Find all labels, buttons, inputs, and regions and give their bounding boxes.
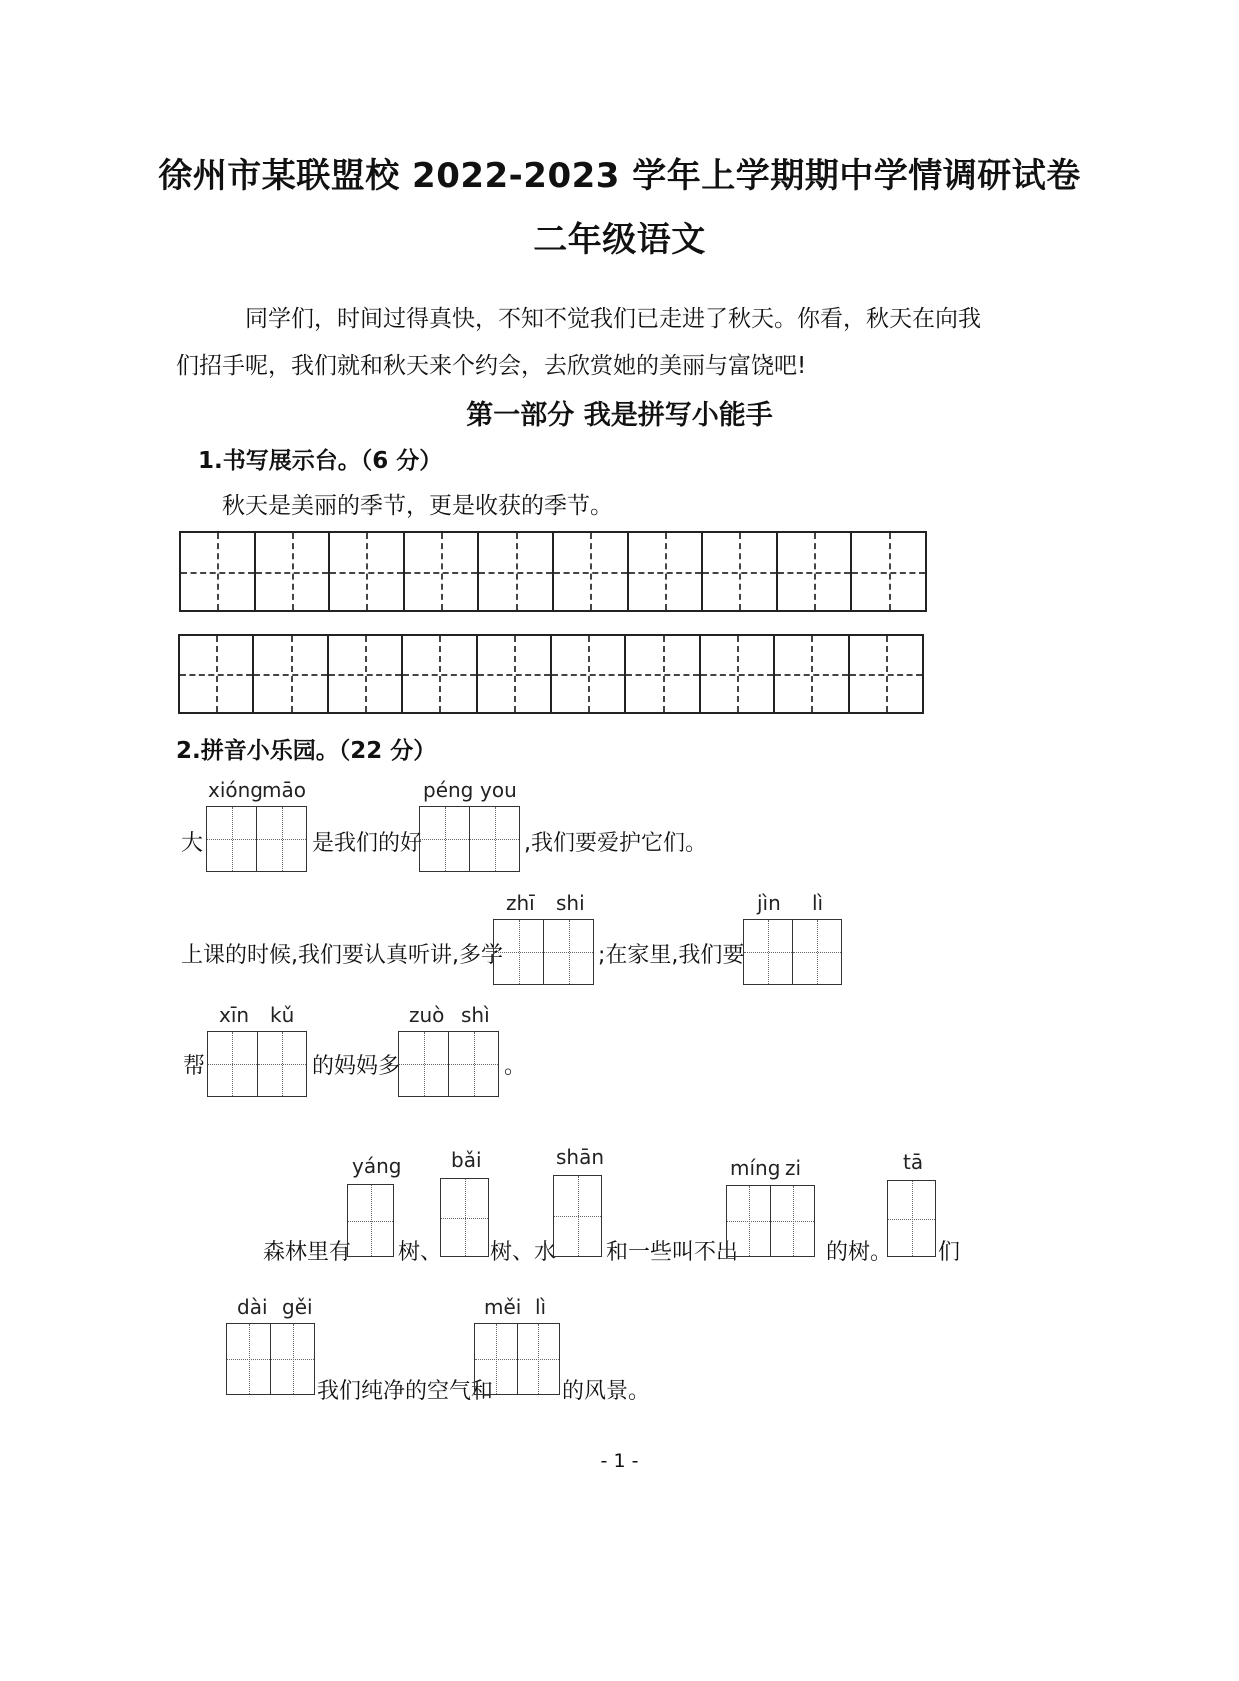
answer-box-xinku[interactable] <box>207 1031 307 1097</box>
q2-line2-text-1: 上课的时候,我们要认真听讲,多学 <box>181 943 503 968</box>
answer-box-jinli[interactable] <box>743 919 842 985</box>
answer-cell[interactable] <box>793 920 841 984</box>
writing-cell[interactable] <box>256 533 331 610</box>
q2-line3-pinyin-1b: kǔ <box>270 1003 295 1027</box>
answer-cell[interactable] <box>441 1179 488 1256</box>
answer-cell[interactable] <box>257 807 306 871</box>
q2-line2-pinyin-2a: jìn <box>757 891 781 915</box>
exam-title: 徐州市某联盟校 2022-2023 学年上学期期中学情调研试卷 <box>158 156 1081 196</box>
answer-cell[interactable] <box>727 1186 771 1256</box>
writing-cell[interactable] <box>554 533 629 610</box>
question-1-title: 1.书写展示台。（6 分） <box>198 448 443 474</box>
q2-line1-text-1: 大 <box>181 831 204 856</box>
writing-cell[interactable] <box>775 636 849 712</box>
q2-line4-pinyin-2: bǎi <box>451 1148 482 1172</box>
answer-box-yang[interactable] <box>347 1184 394 1257</box>
answer-box-ta[interactable] <box>887 1180 936 1257</box>
answer-cell[interactable] <box>449 1032 498 1096</box>
page-number: - 1 - <box>600 1450 639 1472</box>
q2-line2-pinyin-1a: zhī <box>506 891 535 915</box>
writing-cell[interactable] <box>405 533 480 610</box>
q2-line4-pinyin-4b: zi <box>785 1156 802 1180</box>
writing-cell[interactable] <box>403 636 477 712</box>
answer-cell[interactable] <box>494 920 544 984</box>
answer-box-shan[interactable] <box>553 1175 602 1257</box>
intro-line-1: 同学们，时间过得真快，不知不觉我们已走进了秋天。你看，秋天在向我 <box>245 306 981 332</box>
q2-line4-text-2: 树、 <box>398 1240 443 1265</box>
writing-grid-row-2[interactable] <box>178 634 924 714</box>
writing-cell[interactable] <box>254 636 328 712</box>
answer-cell[interactable] <box>227 1324 271 1394</box>
q2-line1-pinyin-1a: xióng <box>208 778 263 802</box>
q2-line4-pinyin-4a: míng <box>730 1156 781 1180</box>
q2-line4-text-5: 的树。 <box>826 1240 893 1265</box>
q2-line3-pinyin-2a: zuò <box>409 1003 445 1027</box>
q2-line5-pinyin-1a: dài <box>237 1295 268 1319</box>
q2-line5-pinyin-2b: lì <box>535 1295 547 1319</box>
q2-line4-text-3: 树、水 <box>490 1240 557 1265</box>
q2-line1-pinyin-2a: péng <box>423 778 474 802</box>
q2-line4-text-6: 们 <box>938 1240 961 1265</box>
answer-cell[interactable] <box>475 1324 518 1394</box>
q2-line1-text-2: 是我们的好 <box>312 831 423 856</box>
answer-cell[interactable] <box>208 1032 258 1096</box>
writing-cell[interactable] <box>626 636 700 712</box>
writing-cell[interactable] <box>180 636 254 712</box>
answer-box-zhishi[interactable] <box>493 919 594 985</box>
q2-line5-text-1: 我们纯净的空气和 <box>317 1379 494 1404</box>
answer-box-bai[interactable] <box>440 1178 489 1257</box>
writing-cell[interactable] <box>850 636 922 712</box>
writing-cell[interactable] <box>701 636 775 712</box>
answer-box-pengyou[interactable] <box>419 806 520 872</box>
answer-cell[interactable] <box>744 920 793 984</box>
answer-box-zuoshi[interactable] <box>398 1031 499 1097</box>
writing-cell[interactable] <box>629 533 704 610</box>
answer-cell[interactable] <box>258 1032 307 1096</box>
q2-line4-pinyin-1: yáng <box>352 1154 402 1178</box>
q2-line4-pinyin-3: shān <box>556 1145 605 1169</box>
answer-cell[interactable] <box>207 807 257 871</box>
answer-cell[interactable] <box>420 807 470 871</box>
question-1-sentence: 秋天是美丽的季节，更是收获的季节。 <box>222 493 613 519</box>
q2-line4-text-4: 和一些叫不出 <box>606 1240 739 1265</box>
writing-cell[interactable] <box>181 533 256 610</box>
q2-line2-pinyin-1b: shi <box>556 891 585 915</box>
answer-cell[interactable] <box>470 807 519 871</box>
q2-line3-text-3: 。 <box>504 1054 527 1079</box>
answer-cell[interactable] <box>348 1185 393 1256</box>
writing-cell[interactable] <box>329 636 403 712</box>
answer-cell[interactable] <box>518 1324 560 1394</box>
answer-cell[interactable] <box>771 1186 814 1256</box>
q2-line1-pinyin-1b: māo <box>262 778 306 802</box>
answer-box-mingzi[interactable] <box>726 1185 815 1257</box>
q2-line3-pinyin-1a: xīn <box>219 1003 250 1027</box>
writing-cell[interactable] <box>552 636 626 712</box>
answer-cell[interactable] <box>544 920 593 984</box>
answer-cell[interactable] <box>888 1181 935 1256</box>
writing-cell[interactable] <box>478 636 552 712</box>
writing-cell[interactable] <box>778 533 853 610</box>
q2-line5-text-2: 的风景。 <box>562 1379 651 1404</box>
q2-line2-text-2: ;在家里,我们要 <box>598 943 745 968</box>
q2-line1-text-3: ,我们要爱护它们。 <box>524 831 707 856</box>
answer-cell[interactable] <box>399 1032 449 1096</box>
answer-cell[interactable] <box>271 1324 314 1394</box>
q2-line5-pinyin-1b: gěi <box>282 1295 313 1319</box>
writing-cell[interactable] <box>479 533 554 610</box>
q2-line5-pinyin-2a: měi <box>484 1295 522 1319</box>
q2-line1-pinyin-2b: you <box>480 778 517 802</box>
part-1-title: 第一部分 我是拼写小能手 <box>466 400 773 431</box>
q2-line3-text-1: 帮 <box>183 1054 206 1079</box>
writing-cell[interactable] <box>852 533 925 610</box>
answer-box-meili[interactable] <box>474 1323 560 1395</box>
exam-subtitle: 二年级语文 <box>533 220 706 260</box>
q2-line3-text-2: 的妈妈多 <box>312 1054 401 1079</box>
answer-box-daigei[interactable] <box>226 1323 315 1395</box>
intro-line-2: 们招手呢，我们就和秋天来个约会，去欣赏她的美丽与富饶吧! <box>176 353 807 379</box>
answer-box-xiongmao[interactable] <box>206 806 307 872</box>
answer-cell[interactable] <box>554 1176 601 1256</box>
writing-grid-row-1[interactable] <box>179 531 927 612</box>
q2-line4-pinyin-5: tā <box>903 1150 924 1174</box>
q2-line2-pinyin-2b: lì <box>812 891 824 915</box>
question-2-title: 2.拼音小乐园。（22 分） <box>176 738 437 764</box>
q2-line4-text-1: 森林里有 <box>263 1240 352 1265</box>
q2-line3-pinyin-2b: shì <box>461 1003 490 1027</box>
writing-cell[interactable] <box>330 533 405 610</box>
writing-cell[interactable] <box>703 533 778 610</box>
